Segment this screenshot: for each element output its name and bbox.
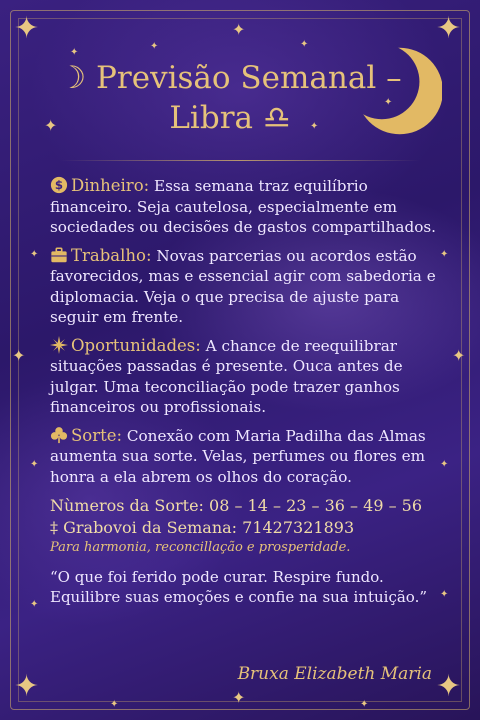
title-line-2: Libra	[169, 100, 253, 136]
section-text: Conexão com Maria Padilha das Almas aumenta sua sorte. Velas, perfumes ou flores em honra a ela abrem os olhos do coração.	[50, 426, 426, 486]
sparkle-icon	[50, 336, 68, 354]
star-icon: ✦	[44, 116, 58, 135]
section-heading: Oportunidades:	[71, 335, 201, 355]
title-line-1: Previsão Semanal –	[96, 60, 402, 96]
signature: Bruxa Elizabeth Maria	[237, 664, 432, 684]
section-heading: Trabalho:	[71, 245, 152, 265]
libra-symbol-icon: ♎︎	[262, 100, 291, 136]
section-opportunities	[50, 336, 442, 418]
section-heading: Sorte:	[71, 425, 123, 445]
corner-star-icon: ✦	[436, 669, 462, 704]
section-luck	[50, 426, 442, 488]
section-work	[50, 246, 442, 328]
corner-star-icon: ✦	[436, 11, 462, 46]
star-icon: ✦	[30, 459, 39, 470]
grabovoi-purpose: Para harmonia, reconcillação e prosperidade.	[50, 540, 351, 555]
star-icon: ✦	[300, 39, 309, 50]
grabovoi-line	[50, 517, 442, 539]
star-icon: ✦	[310, 121, 319, 132]
star-icon: ✦	[452, 346, 466, 365]
star-icon: ✦	[110, 699, 119, 710]
star-icon: ✦	[440, 589, 449, 600]
corner-star-icon: ✦	[14, 669, 40, 704]
page-title	[30, 58, 430, 138]
star-icon: ✦	[70, 47, 79, 58]
star-icon: ✦	[30, 599, 39, 610]
moon-glyph-icon: ☽	[58, 60, 87, 96]
corner-star-icon: ✦	[14, 11, 40, 46]
clover-icon	[50, 426, 68, 444]
closing-quote: “O que foi ferido pode curar. Respire fundo. Equilibre suas emoções e confie na sua intuição.”	[50, 568, 428, 606]
forecast-content	[50, 176, 442, 607]
star-icon: ✦	[30, 249, 39, 260]
section-money	[50, 176, 442, 238]
star-icon: ✦	[360, 699, 369, 710]
svg-text:$: $	[54, 178, 64, 193]
section-text: Essa semana traz equilíbrio financeiro. Seja cautelosa, especialmente em sociedades ou decisões de gastos compartilhados.	[50, 177, 436, 236]
section-heading: Dinheiro:	[71, 176, 150, 195]
briefcase-icon	[50, 246, 68, 264]
money-bag-icon	[50, 176, 68, 194]
star-icon: ✦	[232, 20, 246, 39]
section-text: A chance de reequilibrar situações passadas é presente. Ouca antes de julgar. Uma teconciliação pode trazer ganhos financeiros ou profissionais.	[50, 336, 403, 416]
star-icon: ✦	[440, 459, 449, 470]
section-text: Novas parcerias ou acordos estão favorecidos, mas e essencial agir com sabedoria e diplomacia. Veja o que precisa de ajuste para seguir em frente.	[50, 246, 436, 326]
grabovoi-text: Grabovoi da Semana: 71427321893	[63, 518, 355, 537]
star-icon: ✦	[232, 688, 246, 707]
title-divider	[60, 160, 420, 161]
star-icon: ✦	[440, 249, 449, 260]
grabovoi-symbol-icon: ‡	[50, 518, 58, 537]
lucky-numbers: Nùmeros da Sorte: 08 – 14 – 23 – 36 – 49 – 56	[50, 496, 423, 515]
star-icon: ✦	[12, 346, 26, 365]
star-icon: ✦	[150, 41, 159, 52]
